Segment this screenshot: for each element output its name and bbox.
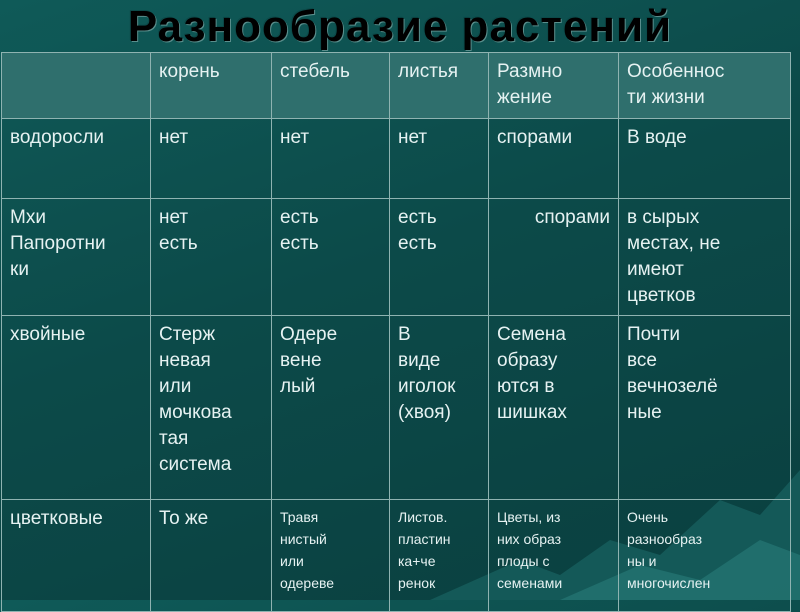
cell-root: нет bbox=[151, 118, 272, 198]
header-cell-features: Особеннос ти жизни bbox=[619, 53, 791, 119]
cell-group: хвойные bbox=[2, 315, 151, 500]
cell-reproduction: Семена образу ются в шишках bbox=[489, 315, 619, 500]
cell-reproduction: Цветы, из них образ плоды с семенами bbox=[489, 500, 619, 612]
cell-root: нет есть bbox=[151, 199, 272, 316]
cell-stem: нет bbox=[272, 118, 390, 198]
cell-group: Мхи Папоротни ки bbox=[2, 199, 151, 316]
cell-features: Очень разнообраз ны и многочислен bbox=[619, 500, 791, 612]
table-header-row bbox=[2, 53, 791, 119]
cell-reproduction: спорами bbox=[489, 199, 619, 316]
cell-features: Почти все вечнозелё ные bbox=[619, 315, 791, 500]
cell-reproduction: спорами bbox=[489, 118, 619, 198]
header-cell-empty bbox=[2, 53, 151, 119]
table-row bbox=[2, 199, 791, 316]
cell-stem: Одере вене лый bbox=[272, 315, 390, 500]
header-cell-leaves: листья bbox=[390, 53, 489, 119]
table-row bbox=[2, 500, 791, 612]
cell-stem: есть есть bbox=[272, 199, 390, 316]
cell-features: В воде bbox=[619, 118, 791, 198]
cell-group: водоросли bbox=[2, 118, 151, 198]
plants-table bbox=[1, 52, 791, 612]
cell-leaves: В виде иголок (хвоя) bbox=[390, 315, 489, 500]
cell-leaves: Листов. пластин ка+че ренок bbox=[390, 500, 489, 612]
cell-group: цветковые bbox=[2, 500, 151, 612]
page-title: Разнообразие растений bbox=[127, 2, 673, 51]
cell-leaves: нет bbox=[390, 118, 489, 198]
header-cell-reproduction: Размно жение bbox=[489, 53, 619, 119]
cell-root: То же bbox=[151, 500, 272, 612]
table-row bbox=[2, 118, 791, 198]
cell-leaves: есть есть bbox=[390, 199, 489, 316]
cell-root: Стерж невая или мочкова тая система bbox=[151, 315, 272, 500]
cell-features: в сырых местах, не имеют цветков bbox=[619, 199, 791, 316]
header-cell-stem: стебель bbox=[272, 53, 390, 119]
table-row bbox=[2, 315, 791, 500]
header-cell-root: корень bbox=[151, 53, 272, 119]
cell-stem: Травя нистый или одереве bbox=[272, 500, 390, 612]
